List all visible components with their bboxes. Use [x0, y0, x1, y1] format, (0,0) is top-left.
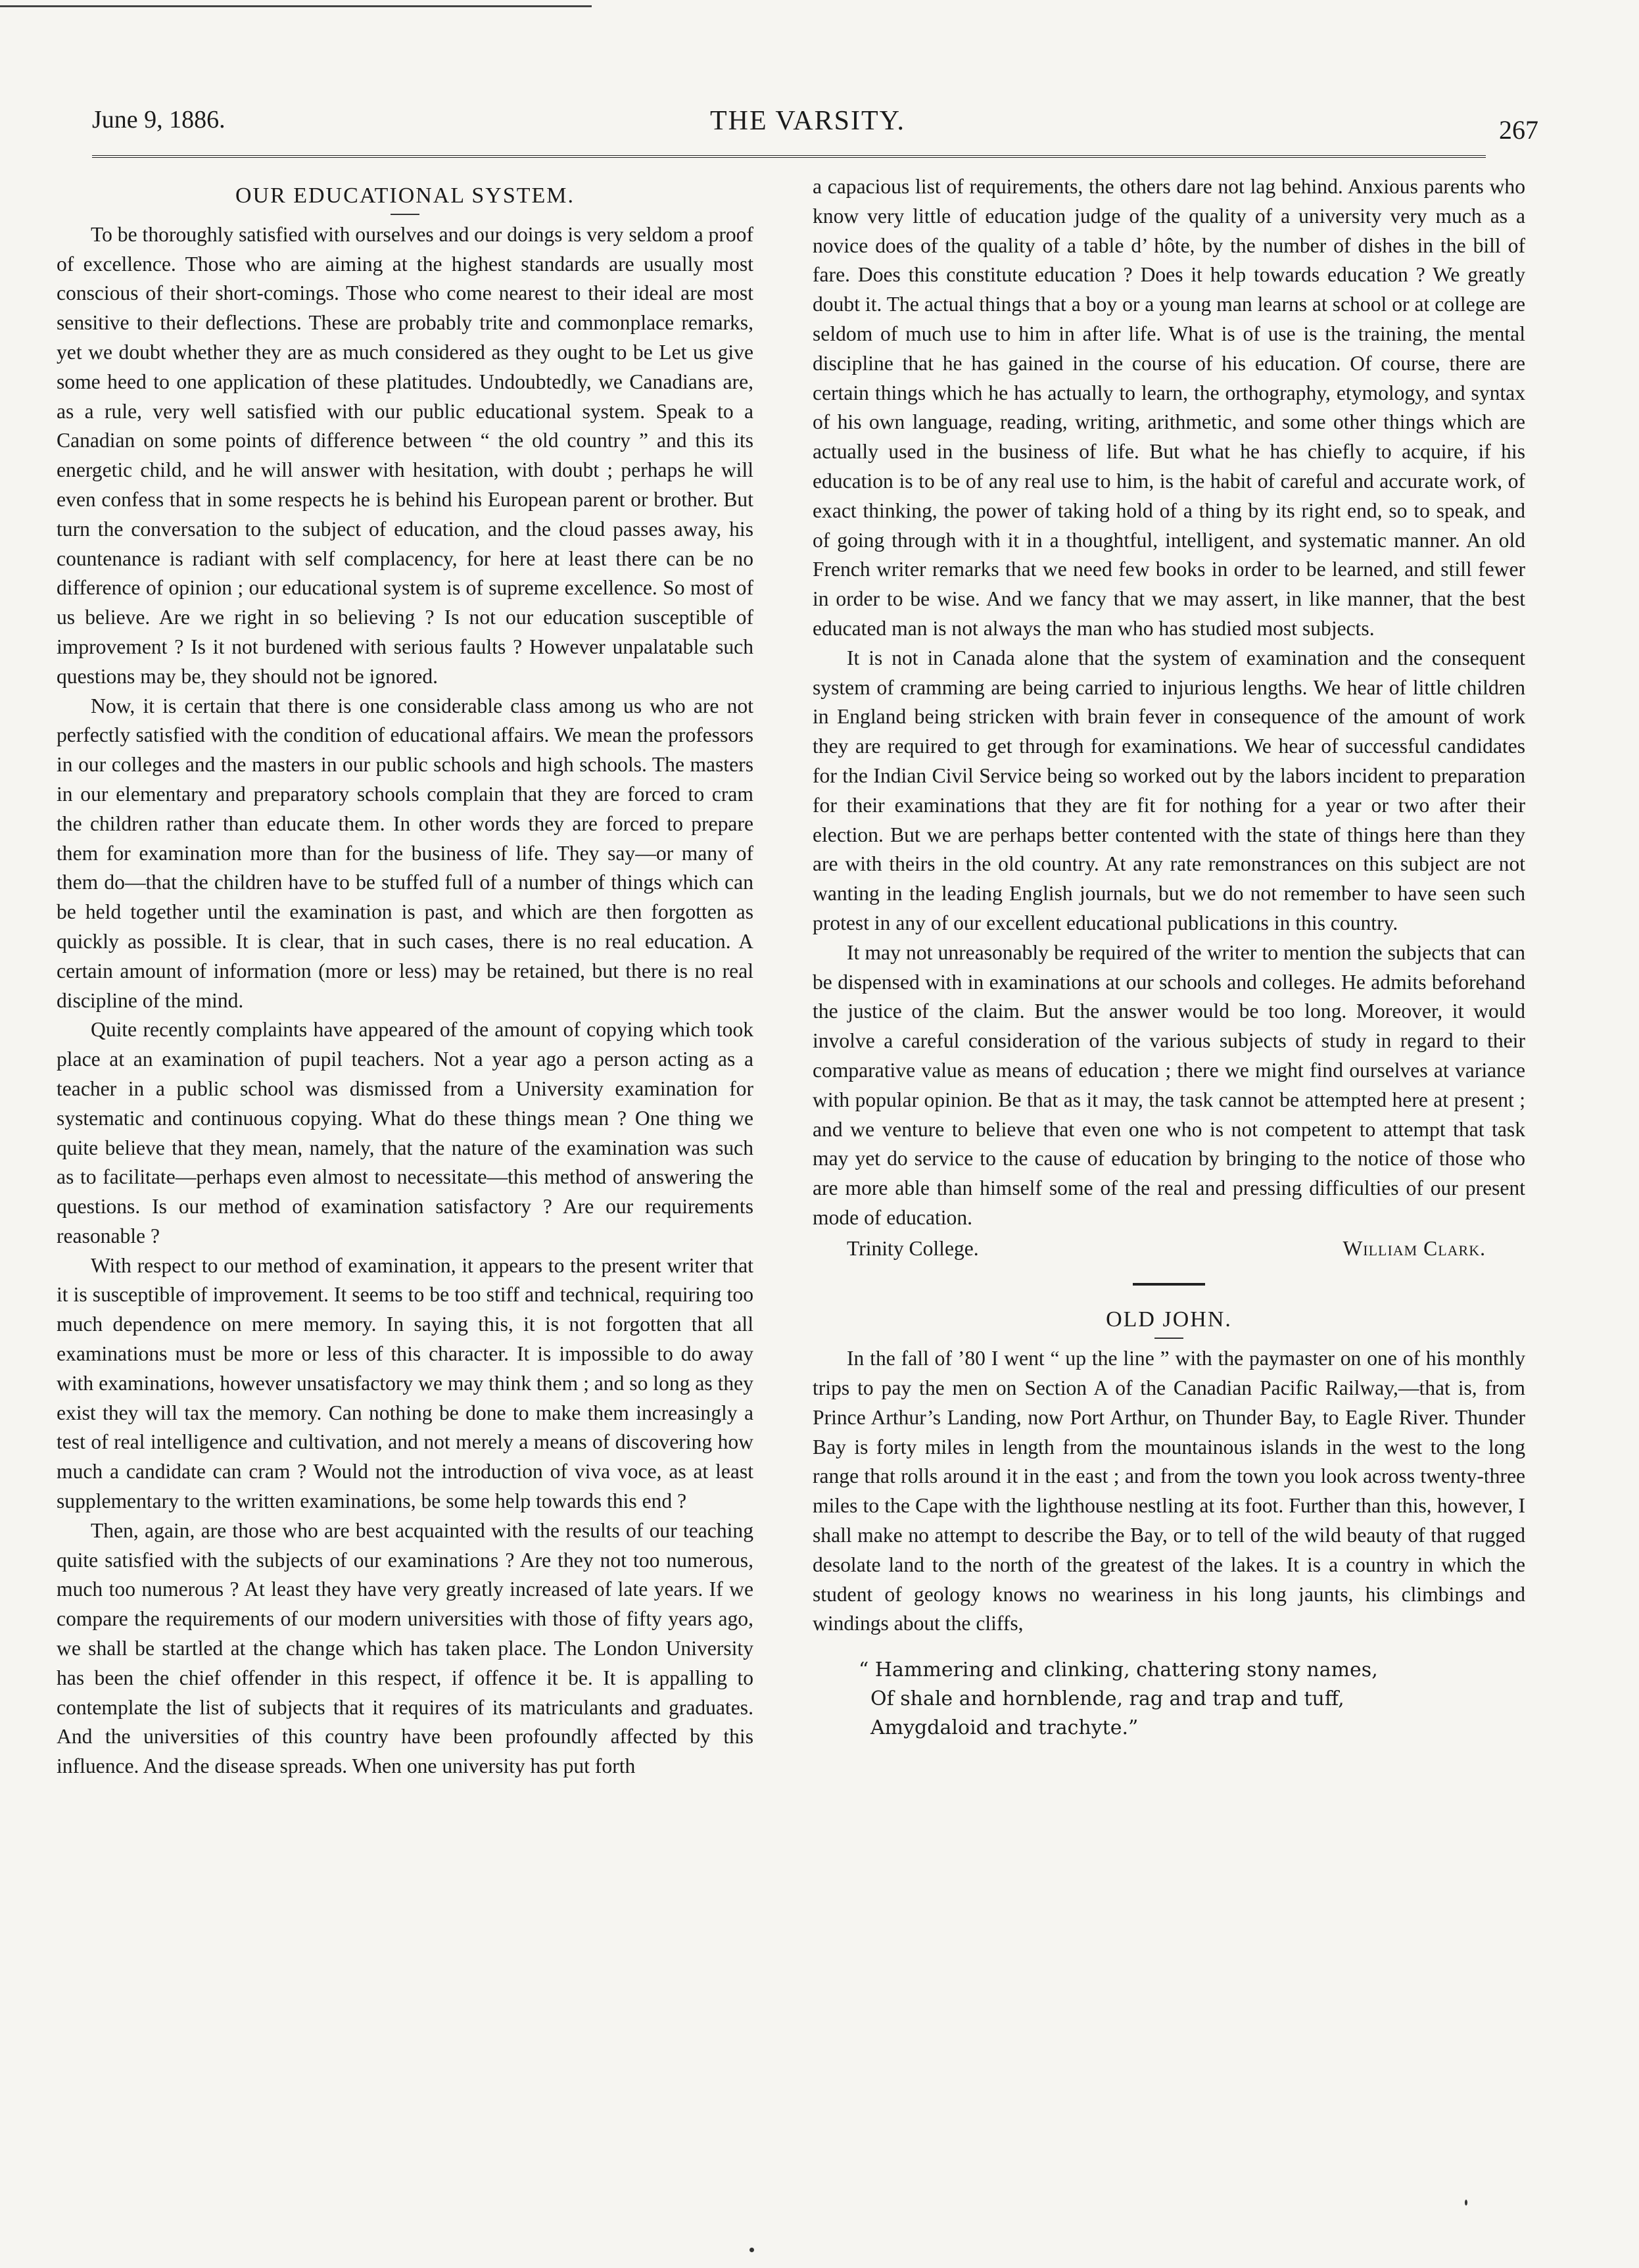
header-page-number: 267 [1499, 115, 1538, 145]
page-header [92, 105, 1538, 145]
article1-paragraph: It may not unreasonably be required of the writer to mention the subjects that can be dispensed with in examinations at our schools and colleges. He admits beforehand the justice of the claim. But the answer would be too long. Moreover, it would involve a careful consideration of the various subjects of study in regard to their comparative value as means of education ; there we might find ourselves at variance with popular opinion. Be that as it may, the task cannot be attempted here at present ; and we venture to believe that even one who is not competent to attempt that task may yet do service to the cause of education by bringing to the notice of those who are more able than himself some of the real and pressing difficulties of our present mode of education. [813, 940, 1525, 1229]
header-title: THE VARSITY. [710, 106, 906, 136]
ink-speck [749, 2248, 754, 2252]
article-separator-rule [1133, 1283, 1205, 1286]
article1-signature [813, 1234, 1525, 1264]
column-left [57, 172, 753, 1781]
poem-line: Amygdaloid and trachyte.” [870, 1716, 1139, 1740]
title-rule [1154, 1338, 1183, 1339]
header-date: June 9, 1886. [92, 106, 226, 133]
signature-place: Trinity College. [847, 1236, 979, 1260]
article2-paragraph: In the fall of ’80 I went “ up the line ” with the paymaster on one of his monthly trips to pay the men on Section A of the Canadian Pacific Railway,—that is, from Prince Arthur’s Landing, now Port Arthur, on Thunder Bay, to Eagle River. Thunder Bay is forty miles in length from the mountainous islands in the west to the long range that rolls around it in the east ; and from the town you look across twenty-three miles to the Cape with the lighthouse nestling at its foot. Further than this, however, I shall make no attempt to describe the Bay, or to tell of the wild beauty of that rugged desolate land to the north of the greatest of the lakes. It is a country in which the student of geology knows no weariness in his long jaunts, his climbings and windings about the cliffs, [813, 1347, 1525, 1635]
signature-name: William Clark. [1342, 1236, 1486, 1260]
article1-paragraph: With respect to our method of examination, it appears to the present writer that it is susceptible of improvement. It seems to be too stiff and technical, requiring too much dependence on mere memory. In saying this, it is not forgotten that all examinations must be more or less of this character. It is impossible to do away with examinations, however unsatisfactory we may think them ; and so long as they exist they will tax the memory. Can nothing be done to make them increasingly a test of real intelligence and cultivation, and not merely a means of discovering how much a candidate can cram ? Would not the introduction of viva voce, as at least supplementary to the written examinations, be some help towards this end ? [57, 1253, 753, 1513]
header-rule [92, 155, 1486, 158]
article1-paragraph: It is not in Canada alone that the system of examination and the consequent system of cramming are being carried to injurious lengths. We hear of little children in England being stricken with brain fever in consequence of the amount of work they are required to get through for examinations. We hear of successful candidates for the Indian Civil Service being so worked out by the labors incident to preparation for their examinations that they are fit for nothing for a year or two after their election. But we are perhaps better contented with the state of things here than they are with theirs in the old country. At any rate remonstrances on this subject are not wanting in the leading English journals, but we do not remember to have seen such protest in any of our excellent educational publications in this country. [813, 646, 1525, 934]
poem-line: “ Hammering and clinking, chattering stony names, [859, 1658, 1378, 1682]
article1-title: OUR EDUCATIONAL SYSTEM. [235, 183, 575, 208]
article1-paragraph: Now, it is certain that there is one considerable class among us who are not perfectly satisfied with the condition of educational affairs. We mean the professors in our colleges and the masters in our public schools and high schools. The masters in our elementary and preparatory schools complain that they are forced to cram the children rather than educate them. In other words they are forced to prepare them for examination more than for the business of life. They say—or many of them do—that the children have to be stuffed full of a number of things which can be held together until the examination is past, and which are then forgotten as quickly as possible. It is clear, that in such cases, there is no real education. A certain amount of information (more or less) may be retained, but there is no real discipline of the mind. [57, 694, 753, 1012]
poem-line: Of shale and hornblende, rag and trap and tuff, [870, 1687, 1344, 1711]
article2-title: OLD JOHN. [1106, 1307, 1232, 1332]
title-rule [391, 214, 419, 215]
ink-speck [1465, 2200, 1467, 2206]
scan-edge-rule [0, 5, 592, 7]
poem-quote [859, 1656, 1525, 1743]
article1-paragraph-continued: a capacious list of requirements, the others dare not lag behind. Anxious parents who know very little of education judge of the quality of a university very much as a novice does of the quality of a table d’ hôte, by the number of dishes in the bill of fare. Does this constitute education ? Does it help towards education ? We greatly doubt it. The actual things that a boy or a young man learns at school or at college are seldom of much use to him in after life. What is of use is the training, the mental discipline that he has gained in the course of his education. Of course, there are certain things which he has actually to learn, the orthography, etymology, and syntax of his own language, reading, writing, arithmetic, and some other things which are actually used in the business of life. But what he has chiefly to acquire, if his education is to be of any real use to him, is the habit of careful and accurate work, of exact thinking, the power of taking hold of a thing by its right end, so to speak, and of going through with it in a thoughtful, intelligent, and systematic manner. An old French writer remarks that we need few books in order to be learned, and still fewer in order to be wise. And we fancy that we may assert, in like manner, that the best educated man is not always the man who has studied most subjects. [813, 175, 1525, 640]
article1-paragraph: Quite recently complaints have appeared of the amount of copying which took place at an examination of pupil teachers. Not a year ago a person acting as a teacher in a public school was dismissed from a University examination for systematic and continuous copying. What do these things mean ? One thing we quite believe that they mean, namely, that the nature of the examination was such as to facilitate—perhaps even almost to necessitate—this method of answering the questions. Is our method of examination satisfactory ? Are our requirements reasonable ? [57, 1018, 753, 1247]
article1-paragraph: Then, again, are those who are best acquainted with the results of our teaching quite satisfied with the subjects of our examinations ? Are they not too numerous, much too numerous ? At least they have very greatly increased of late years. If we compare the requirements of our modern universities with those of fifty years ago, we shall be startled at the change which has taken place. The London University has been the chief offender in this respect, if offence it be. It is appalling to contemplate the list of subjects that it requires of its matriculants and graduates. And the universities of this country have been profoundly affected by this influence. And the disease spreads. When one university has put forth [57, 1518, 753, 1778]
article1-paragraph: To be thoroughly satisfied with ourselves and our doings is very seldom a proof of excellence. Those who are aiming at the highest standards are usually most conscious of their short-comings. Those who come nearest to their ideal are most sensitive to their deflections. These are probably trite and commonplace remarks, yet we doubt whether they are as much considered as they ought to be Let us give some heed to one application of these platitudes. Undoubtedly, we Canadians are, as a rule, very well satisfied with our public educational system. Speak to a Canadian on some points of difference between “ the old country ” and this its energetic child, and he will answer with hesitation, with doubt ; perhaps he will even confess that in some respects he is behind his European parent or brother. But turn the conversation to the subject of education, and the cloud passes away, his countenance is radiant with self complacency, for here at least there can be no difference of opinion ; our educational system is of supreme excellence. So most of us believe. Are we right in so believing ? Is not our education susceptible of improvement ? Is it not burdened with serious faults ? However unpalatable such questions may be, they should not be ignored. [57, 222, 753, 688]
column-right [813, 172, 1525, 1743]
